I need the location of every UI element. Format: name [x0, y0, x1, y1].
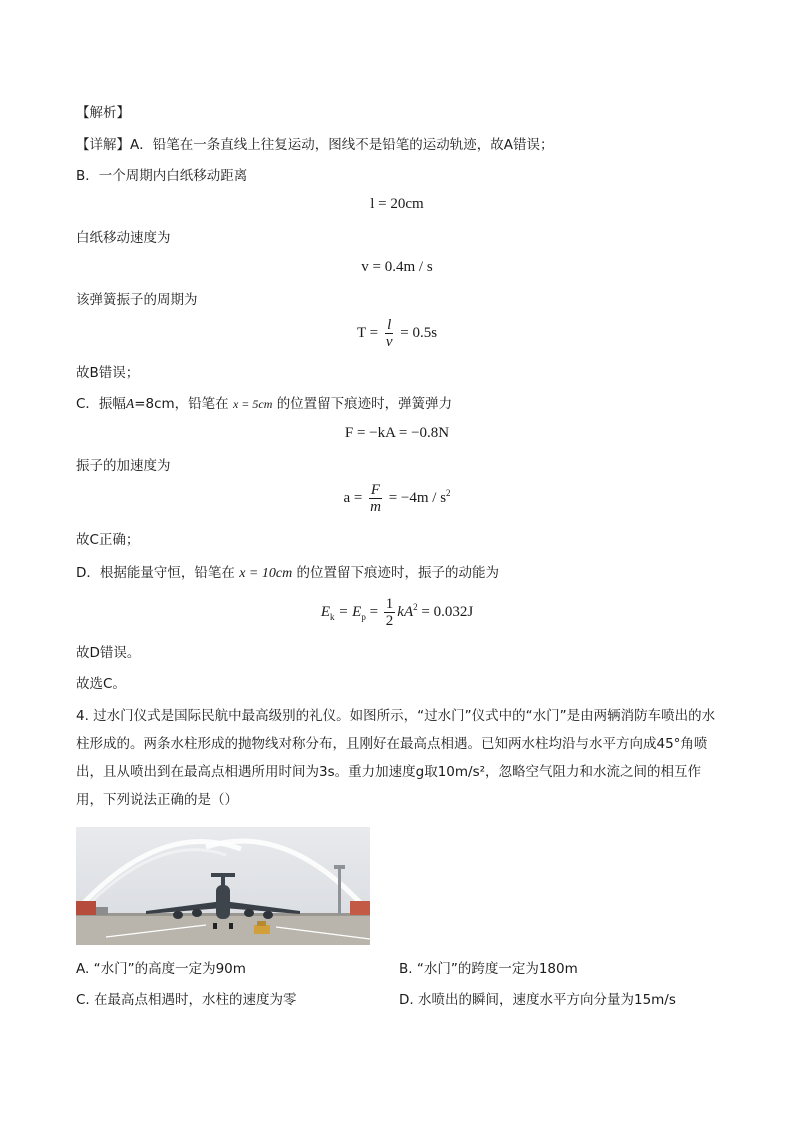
- equation-T-numerator: l: [387, 317, 392, 333]
- option-b-conclusion: 故B错误；: [76, 365, 140, 381]
- equation-T-left: T =: [356, 324, 379, 341]
- equation-a-right: = −4m / s: [388, 489, 447, 506]
- option-d-position: x = 10cm: [239, 566, 293, 581]
- option-c-intro: [76, 394, 452, 414]
- detail-tag: 【详解】: [76, 137, 130, 153]
- question-4-text: 4. 过水门仪式是国际民航中最高级别的礼仪。如图所示，“过水门”仪式中的“水门”是由两辆消防车喷出的水柱形成的。两条水柱形成的抛物线对称分布，且刚好在最高点相遇。已知两水柱均沿与水平方向成45°角喷出，且从喷出到在最高点相遇所用时间为3s。重力加速度g取10m/s²，忽略空气阻力和水流之间的相互作用，下列说法正确的是（）: [76, 708, 716, 808]
- equation-a-fraction: [368, 482, 383, 515]
- option-c: C. 在最高点相遇时，水柱的速度为零: [76, 992, 297, 1008]
- paper-speed-label: 白纸移动速度为: [76, 230, 171, 246]
- equation-a: [0, 482, 794, 515]
- equation-E-exponent: 2: [413, 601, 418, 612]
- photo-illustration: [76, 827, 370, 945]
- equation-a-exponent: 2: [446, 487, 451, 498]
- equation-E-p-subscript: p: [361, 611, 366, 622]
- equation-E-equals: =: [365, 603, 379, 620]
- equation-E-fraction: [384, 596, 396, 629]
- option-c-intro-part3: 的位置留下痕迹时，弹簧弹力: [276, 396, 453, 412]
- equation-v: v = 0.4m / s: [361, 259, 433, 275]
- option-a-text: A．铅笔在一条直线上往复运动，图线不是铅笔的运动轨迹，故A错误；: [130, 137, 554, 153]
- final-answer: 故选C。: [76, 676, 126, 692]
- equation-T: [0, 317, 794, 350]
- equation-E-kA: kA: [397, 603, 414, 620]
- equation-E-numerator: 1: [385, 596, 394, 612]
- option-d-intro-part2: 的位置留下痕迹时，振子的动能为: [296, 565, 499, 581]
- equation-F: F = −kA = −0.8N: [344, 425, 450, 441]
- equation-T-right: = 0.5s: [400, 324, 438, 341]
- equation-a-denominator: m: [370, 499, 381, 515]
- equation-E-k-subscript: k: [330, 611, 335, 622]
- acceleration-label: 振子的加速度为: [76, 458, 171, 474]
- equation-E-denominator: 2: [385, 613, 394, 629]
- option-d-intro: [76, 563, 499, 584]
- option-b: B. “水门”的跨度一定为180m: [399, 961, 578, 977]
- equation-E-equals-p: = E: [334, 603, 362, 620]
- equation-l: l = 20cm: [370, 196, 424, 212]
- option-b-intro: B．一个周期内白纸移动距离: [76, 168, 248, 184]
- analysis-heading: 【解析】: [76, 105, 130, 121]
- option-c-position: x = 5cm: [232, 397, 273, 411]
- airport-water-salute-photo: [76, 827, 370, 945]
- period-label: 该弹簧振子的周期为: [76, 292, 198, 308]
- option-c-intro-part2: =8cm，铅笔在: [134, 396, 229, 412]
- equation-T-denominator: v: [385, 334, 393, 350]
- option-c-intro-part1: C．振幅: [76, 396, 126, 412]
- option-a: A. “水门”的高度一定为90m: [76, 961, 246, 977]
- option-c-conclusion: 故C正确；: [76, 532, 140, 548]
- equation-T-fraction: [384, 317, 395, 350]
- option-c-amplitude-symbol: A: [125, 396, 135, 411]
- equation-E-symbol: E: [320, 603, 331, 620]
- option-a-analysis: [76, 135, 553, 155]
- equation-E: [0, 596, 794, 629]
- equation-E-right: = 0.032J: [417, 603, 474, 620]
- option-d-intro-part1: D．根据能量守恒，铅笔在: [76, 565, 235, 581]
- option-d: D. 水喷出的瞬间，速度水平方向分量为15m/s: [399, 992, 676, 1008]
- equation-a-numerator: F: [370, 482, 381, 498]
- option-d-conclusion: 故D错误。: [76, 645, 141, 661]
- equation-a-left: a =: [343, 489, 363, 506]
